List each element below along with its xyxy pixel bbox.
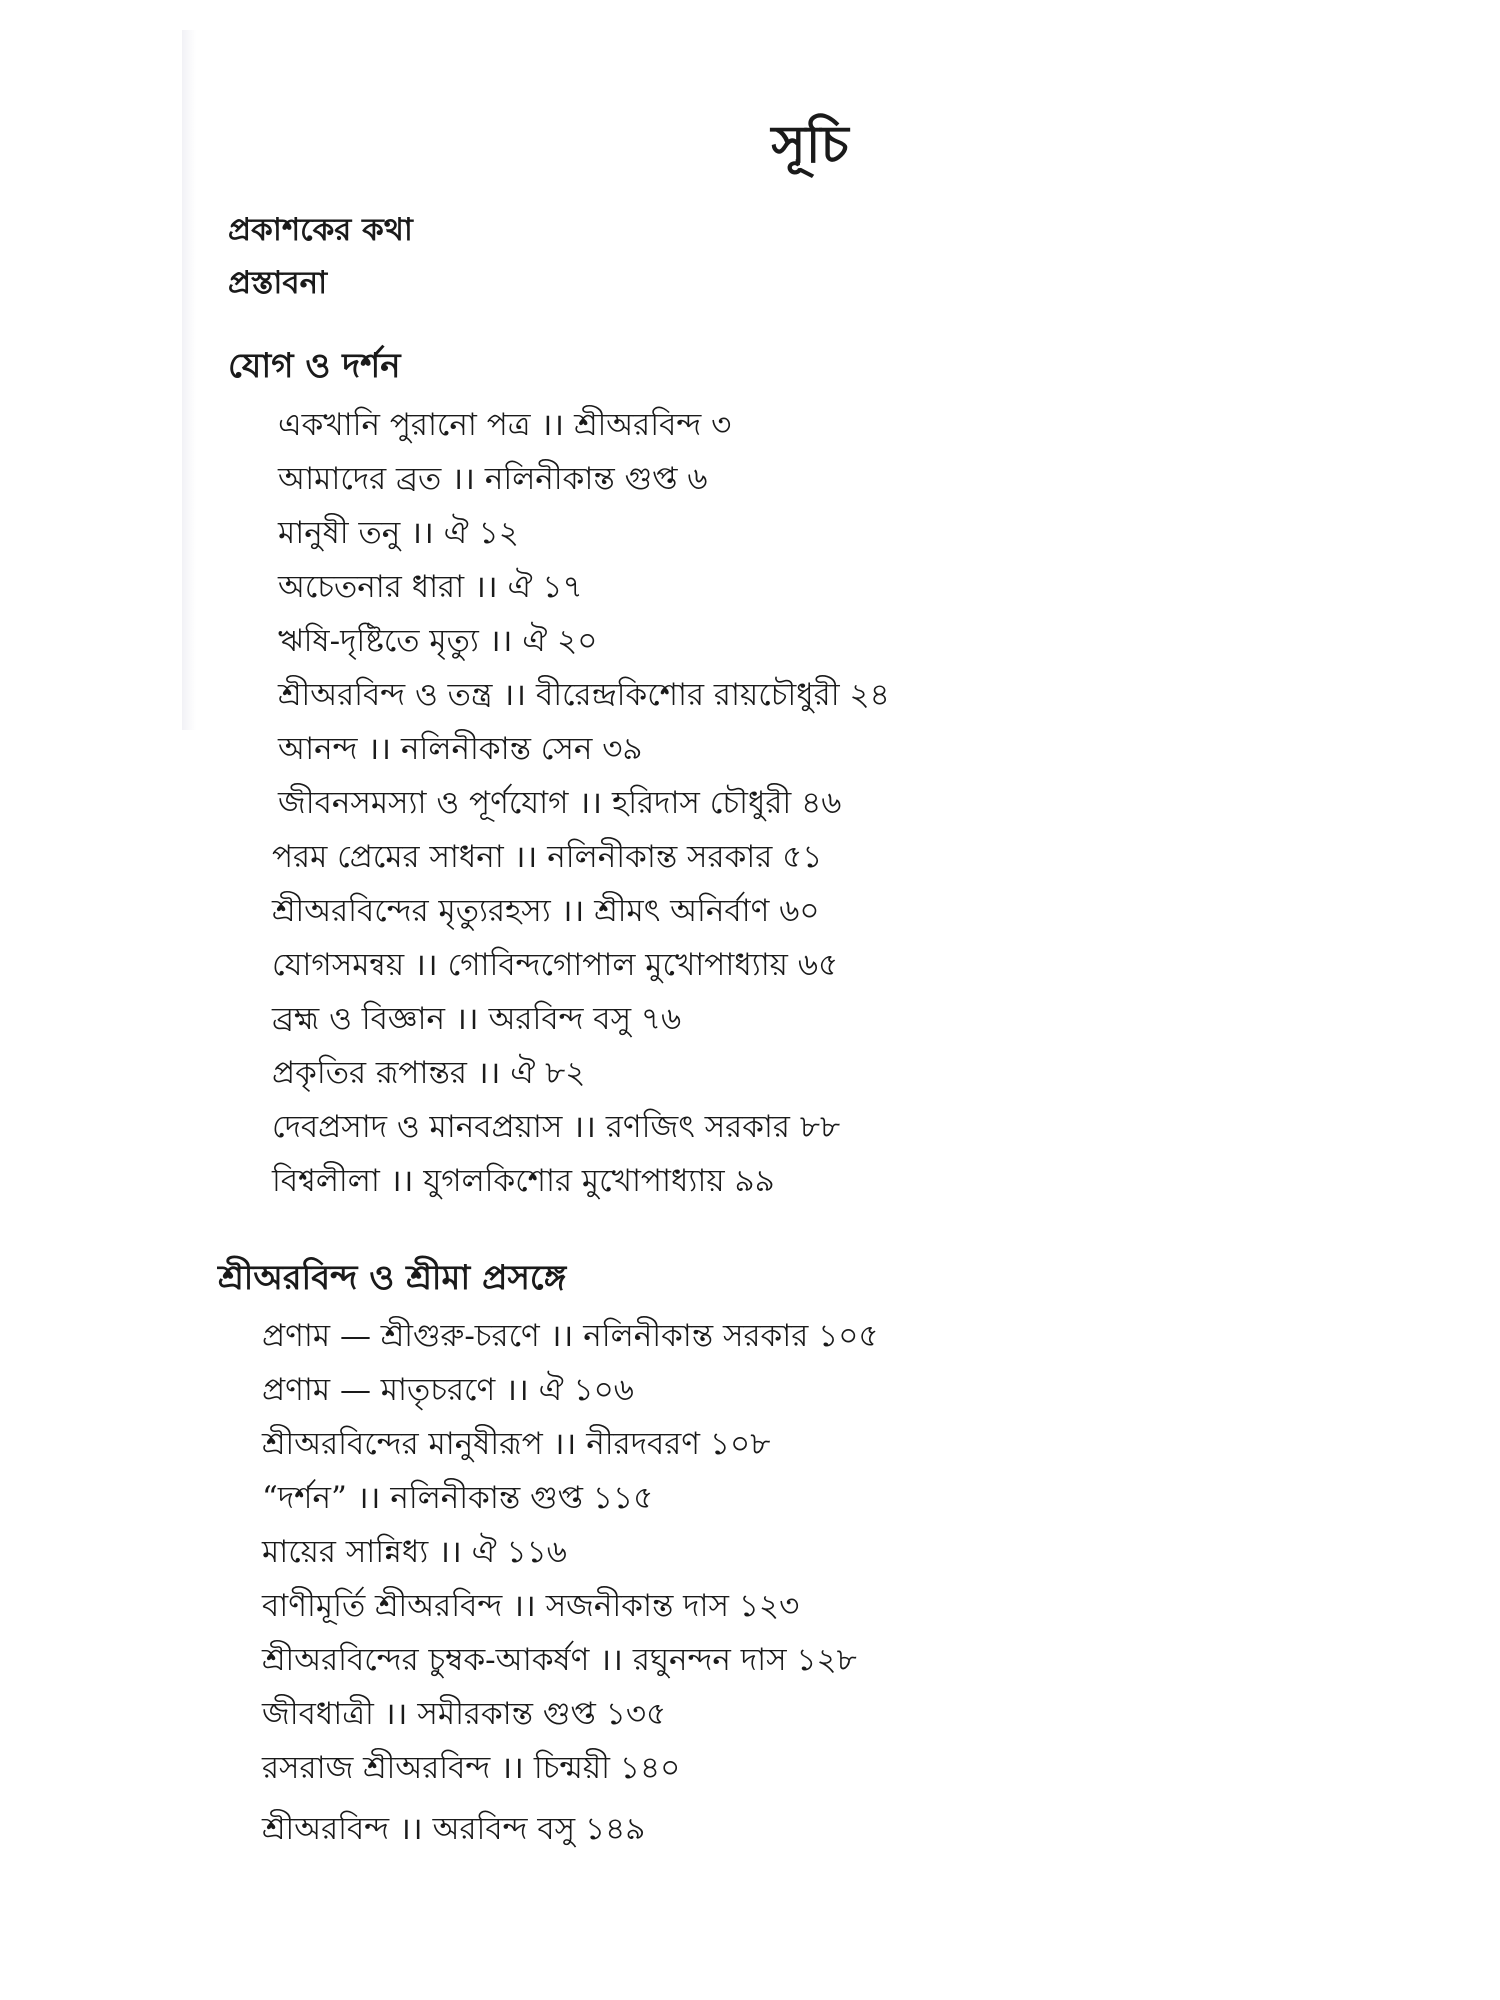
entry-page-number: ৬০	[779, 893, 820, 929]
entry-page-number: ৮৮	[799, 1109, 841, 1145]
entry-page-number: ১১৬	[506, 1534, 567, 1570]
entry-page-number: ৪৬	[801, 785, 842, 821]
entry-separator: ।।	[599, 1642, 623, 1678]
toc-entry	[262, 1372, 634, 1409]
entry-separator: ।।	[455, 1001, 479, 1037]
entry-title: বাণীমূর্তি শ্রীঅরবিন্দ	[262, 1588, 503, 1624]
entry-separator: ।।	[512, 1588, 536, 1624]
entry-author: অরবিন্দ বসু	[488, 1001, 632, 1037]
toc-entry	[272, 1055, 585, 1092]
entry-page-number: ৮২	[545, 1055, 586, 1091]
toc-entry	[262, 1426, 770, 1463]
entry-page-number: ৩	[711, 407, 732, 443]
entry-author: যুগলকিশোর মুখোপাধ্যায়	[423, 1163, 725, 1199]
entry-author: নলিনীকান্ত গুপ্ত	[484, 461, 678, 497]
entry-author: ঐ	[538, 1372, 564, 1408]
toc-entry	[278, 623, 597, 660]
entry-title: শ্রীঅরবিন্দের মানুষীরূপ	[262, 1426, 543, 1462]
entry-page-number: ৩৯	[602, 731, 643, 767]
entry-separator: ।।	[572, 1109, 596, 1145]
entry-author: নীরদবরণ	[586, 1426, 701, 1462]
entry-separator: ।।	[513, 839, 538, 875]
toc-entry	[278, 461, 708, 498]
entry-separator: ।।	[438, 1534, 462, 1570]
entry-title: জীবনসমস্যা ও পূর্ণযোগ	[278, 785, 569, 821]
entry-page-number: ১২৮	[796, 1642, 857, 1678]
entry-page-number: ৬৫	[797, 947, 839, 983]
entry-page-number: ১৩৫	[605, 1696, 667, 1732]
entry-title: জীবধাত্রী	[262, 1696, 374, 1732]
entry-separator: ।।	[488, 623, 513, 659]
entry-separator: ।।	[383, 1696, 408, 1732]
entry-title: পরম প্রেমের সাধনা	[272, 839, 504, 875]
toc-entry	[262, 1588, 799, 1625]
front-matter-publisher-note: প্রকাশকের কথা	[228, 212, 413, 248]
front-matter-preface: প্রস্তাবনা	[228, 265, 328, 301]
entry-title: ব্রহ্ম ও বিজ্ঞান	[272, 1001, 446, 1037]
entry-title: “দর্শন”	[262, 1480, 347, 1516]
page-title: সূচি	[771, 113, 849, 175]
entry-author: ঐ	[522, 623, 548, 659]
entry-author: নলিনীকান্ত সরকার	[547, 839, 773, 875]
toc-entry	[262, 1811, 645, 1848]
entry-page-number: ২৪	[849, 677, 890, 713]
entry-page-number: ১৭	[542, 569, 583, 605]
entry-author: বীরেন্দ্রকিশোর রায়চৌধুরী	[535, 677, 840, 713]
entry-author: রণজিৎ সরকার	[605, 1109, 790, 1145]
toc-entry	[262, 1318, 879, 1355]
entry-separator: ।।	[502, 677, 526, 713]
entry-title: মানুষী তনু	[278, 515, 401, 551]
toc-entry	[272, 1001, 681, 1038]
entry-author: ঐ	[443, 515, 469, 551]
entry-author: ঐ	[471, 1534, 497, 1570]
entry-author: অরবিন্দ বসু	[432, 1811, 576, 1847]
entry-separator: ।।	[389, 1163, 414, 1199]
toc-entry	[278, 515, 519, 552]
entry-title: প্রণাম — শ্রীগুরু-চরণে	[262, 1318, 540, 1354]
section-heading-sri-aurobindo-mother: শ্রীঅরবিন্দ ও শ্রীমা প্রসঙ্গে	[218, 1258, 567, 1298]
toc-entry	[262, 1696, 666, 1733]
entry-author: নলিনীকান্ত সেন	[401, 731, 593, 767]
entry-page-number: ১৪৯	[585, 1811, 646, 1847]
entry-page-number: ৬	[687, 461, 708, 497]
entry-author: চিন্ময়ী	[533, 1750, 611, 1786]
entry-author: শ্রীমৎ অনির্বাণ	[594, 893, 770, 929]
entry-author: নলিনীকান্ত সরকার	[583, 1318, 809, 1354]
entry-author: শ্রীঅরবিন্দ	[574, 407, 702, 443]
entry-title: বিশ্বলীলা	[272, 1163, 380, 1199]
entry-title: রসরাজ শ্রীঅরবিন্দ	[262, 1750, 491, 1786]
entry-page-number: ১২	[478, 515, 519, 551]
entry-title: আমাদের ব্রত	[278, 461, 442, 497]
entry-title: একখানি পুরানো পত্র	[278, 407, 531, 443]
entry-title: শ্রীঅরবিন্দ	[262, 1811, 390, 1847]
toc-entry	[272, 947, 838, 984]
entry-author: হরিদাস চৌধুরী	[611, 785, 792, 821]
toc-entry	[272, 893, 820, 930]
entry-page-number: ১২৩	[738, 1588, 800, 1624]
entry-separator: ।।	[356, 1480, 381, 1516]
entry-separator: ।।	[476, 1055, 501, 1091]
toc-entry	[278, 731, 643, 768]
entry-page-number: ২০	[557, 623, 598, 659]
entry-page-number: ১০৬	[573, 1372, 634, 1408]
entry-author: সজনীকান্ত দাস	[545, 1588, 729, 1624]
entry-separator: ।।	[500, 1750, 524, 1786]
toc-entry	[278, 677, 890, 714]
entry-title: মায়ের সান্নিধ্য	[262, 1534, 429, 1570]
toc-entry	[262, 1534, 567, 1571]
entry-title: শ্রীঅরবিন্দের চুম্বক-আকর্ষণ	[262, 1642, 590, 1678]
entry-separator: ।।	[560, 893, 585, 929]
entry-author: রঘুনন্দন দাস	[632, 1642, 787, 1678]
toc-entry	[278, 569, 583, 606]
entry-page-number: ১১৫	[592, 1480, 654, 1516]
entry-title: শ্রীঅরবিন্দের মৃত্যুরহস্য	[272, 893, 551, 929]
toc-entry	[262, 1480, 653, 1517]
entry-separator: ।।	[414, 947, 438, 983]
entry-title: ঋষি-দৃষ্টিতে মৃত্যু	[278, 623, 479, 659]
entry-page-number: ৭৬	[640, 1001, 682, 1037]
entry-title: প্রকৃতির রূপান্তর	[272, 1055, 467, 1091]
entry-page-number: ১০৮	[709, 1426, 771, 1462]
entry-title: প্রণাম — মাতৃচরণে	[262, 1372, 496, 1408]
entry-author: গোবিন্দগোপাল মুখোপাধ্যায়	[447, 947, 788, 983]
toc-entry	[272, 1163, 775, 1200]
section-heading-yoga-philosophy: যোগ ও দর্শন	[228, 346, 401, 386]
toc-entry	[278, 407, 731, 444]
toc-entry	[272, 839, 822, 876]
entry-page-number: ৯৯	[734, 1163, 775, 1199]
entry-author: ঐ	[510, 1055, 536, 1091]
toc-entry	[272, 1109, 840, 1146]
entry-page-number: ৫১	[782, 839, 823, 875]
entry-title: দেবপ্রসাদ ও মানবপ্রয়াস	[272, 1109, 563, 1145]
entry-title: অচেতনার ধারা	[278, 569, 465, 605]
toc-entry	[278, 785, 841, 822]
entry-author: সমীরকান্ত গুপ্ত	[417, 1696, 596, 1732]
entry-separator: ।।	[410, 515, 434, 551]
entry-author: নলিনীকান্ত গুপ্ত	[390, 1480, 584, 1516]
entry-separator: ।।	[474, 569, 498, 605]
entry-separator: ।।	[549, 1318, 574, 1354]
entry-separator: ।।	[451, 461, 475, 497]
entry-separator: ।।	[367, 731, 392, 767]
entry-separator: ।।	[578, 785, 602, 821]
toc-entry	[262, 1642, 857, 1679]
entry-separator: ।।	[540, 407, 565, 443]
entry-title: যোগসমন্বয়	[272, 947, 405, 983]
entry-separator: ।।	[399, 1811, 423, 1847]
entry-separator: ।।	[552, 1426, 577, 1462]
entry-author: ঐ	[507, 569, 533, 605]
entry-page-number: ১৪০	[619, 1750, 681, 1786]
toc-entry	[262, 1750, 680, 1787]
entry-title: আনন্দ	[278, 731, 358, 767]
entry-separator: ।।	[505, 1372, 529, 1408]
entry-title: শ্রীঅরবিন্দ ও তন্ত্র	[278, 677, 493, 713]
entry-page-number: ১০৫	[818, 1318, 879, 1354]
